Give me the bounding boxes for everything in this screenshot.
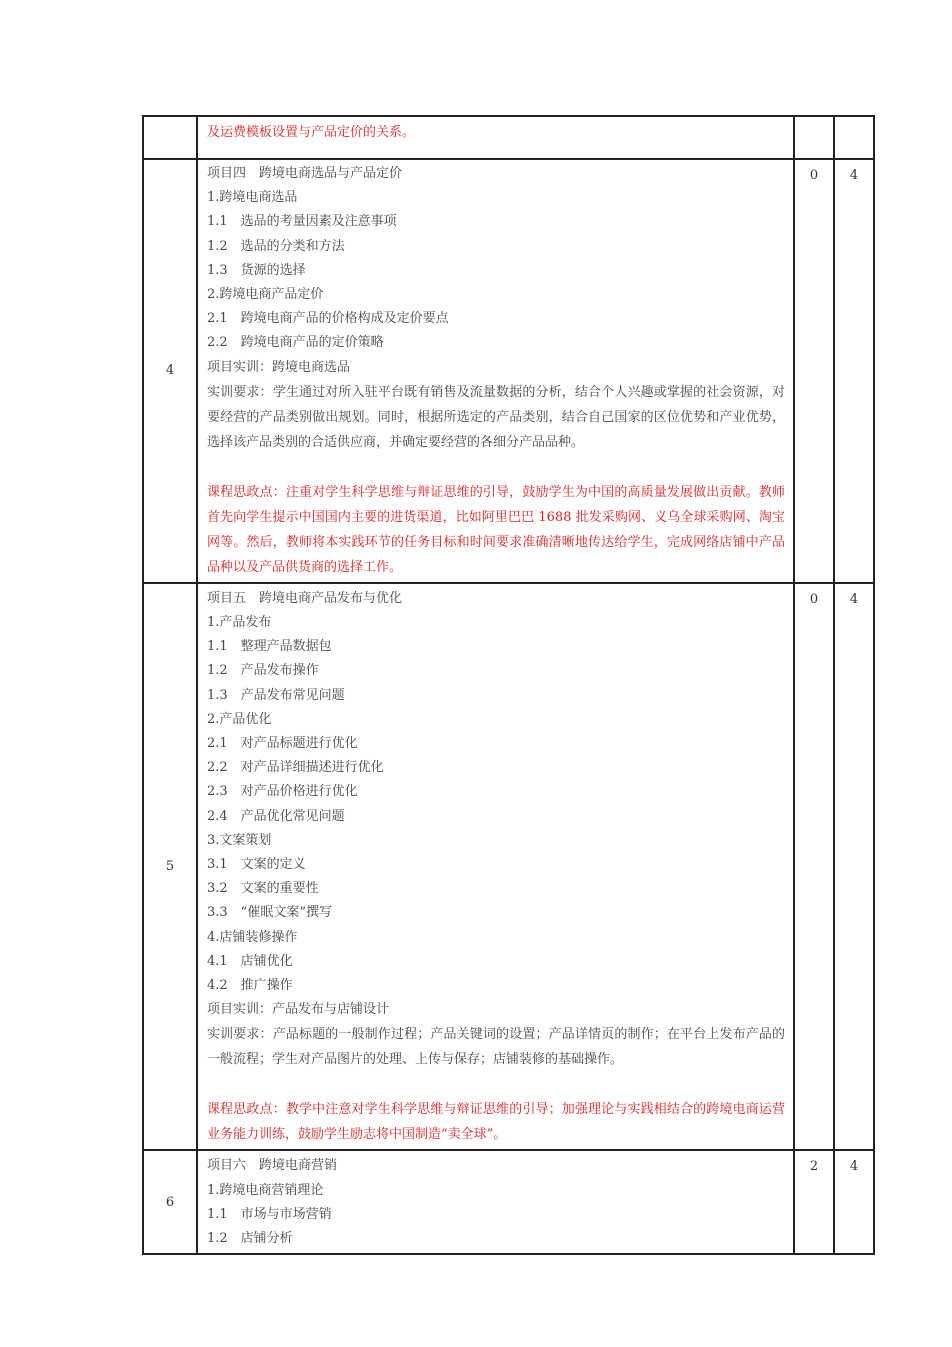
row-number-cell: 5 — [143, 583, 197, 1151]
outline-line: 3.2 文案的重要性 — [207, 881, 319, 897]
row-content-cell — [197, 1150, 794, 1254]
outline-line: 2.1 对产品标题进行优化 — [207, 736, 358, 752]
outline-line: 2.2 跨境电商产品的定价策略 — [207, 335, 384, 351]
spacer — [207, 1072, 785, 1097]
hours-cell-b: 4 — [834, 159, 874, 583]
hours-cell-b — [834, 116, 874, 159]
outline-line: 1.1 市场与市场营销 — [207, 1206, 332, 1222]
outline-line: 3.文案策划 — [207, 832, 272, 848]
outline-line: 3.3 “催眠文案”撰写 — [207, 905, 332, 921]
outline-line: 2.2 对产品详细描述进行优化 — [207, 760, 384, 776]
hours-cell-a: 0 — [794, 159, 834, 583]
outline-line: 4.2 推广操作 — [207, 978, 293, 994]
outline-line: 1.1 整理产品数据包 — [207, 639, 332, 655]
outline-line: 2.跨境电商产品定价 — [207, 287, 324, 303]
outline-line: 1.2 选品的分类和方法 — [207, 238, 345, 254]
hours-cell-b: 4 — [834, 1150, 874, 1254]
outline-line: 1.2 店铺分析 — [207, 1231, 293, 1247]
practice-requirement: 实训要求：学生通过对所入驻平台既有销售及流量数据的分析，结合个人兴趣或掌握的社会资源，对要经营的产品类别做出规划。同时，根据所选定的产品类别，结合自己国家的区位优势和产业优势，选择该产品类别的合适供应商，并确定要经营的各细分产品品种。 — [207, 384, 785, 450]
outline-line: 2.产品优化 — [207, 711, 272, 727]
project-title: 项目六 跨境电商营销 — [207, 1158, 338, 1174]
outline-line: 1.1 选品的考量因素及注意事项 — [207, 214, 397, 230]
table-row — [143, 116, 874, 159]
hours-cell-a — [794, 116, 834, 159]
hours-cell-a: 2 — [794, 1150, 834, 1254]
outline-line: 2.4 产品优化常见问题 — [207, 808, 345, 824]
outline-line: 1.跨境电商营销理论 — [207, 1182, 324, 1198]
ideology-point: 课程思政点：教学中注意对学生科学思维与辩证思维的引导；加强理论与实践相结合的跨境电商运营业务能力训练，鼓励学生励志将中国制造“卖全球”。 — [207, 1102, 785, 1143]
row-content-cell — [197, 116, 794, 159]
row-content-cell — [197, 583, 794, 1151]
row-number-cell — [143, 116, 197, 159]
project-title: 项目四 跨境电商选品与产品定价 — [207, 166, 403, 181]
table-row — [143, 583, 874, 1151]
row-number-cell: 6 — [143, 1150, 197, 1254]
ideology-point: 课程思政点：注重对学生科学思维与辩证思维的引导，鼓励学生为中国的高质量发展做出贡献。教师首先向学生提示中国国内主要的进货渠道，比如阿里巴巴 1688 批发采购网、义乌全球采购网、淘宝网等。然后，教师将本实践环节的任务目标和时间要求准确清晰地传达给学生，完成网络店铺中产品品种以及产品供货商的选择工作。 — [207, 484, 785, 575]
outline-line: 1.2 产品发布操作 — [207, 663, 319, 679]
outline-line: 1.产品发布 — [207, 615, 272, 631]
hours-cell-b: 4 — [834, 583, 874, 1151]
spacer — [207, 455, 785, 480]
row-content-cell — [197, 159, 794, 583]
practice-title: 项目实训：跨境电商选品 — [207, 359, 351, 375]
ideology-continuation: 及运费模板设置与产品定价的关系。 — [207, 125, 416, 140]
outline-line: 4.店铺装修操作 — [207, 929, 298, 945]
practice-title: 项目实训：产品发布与店铺设计 — [207, 1002, 390, 1018]
outline-line: 3.1 文案的定义 — [207, 857, 306, 873]
table-row — [143, 1150, 874, 1254]
row-number-cell: 4 — [143, 159, 197, 583]
outline-line: 1.跨境电商选品 — [207, 190, 298, 206]
outline-line: 1.3 货源的选择 — [207, 262, 306, 278]
outline-line: 4.1 店铺优化 — [207, 953, 293, 969]
outline-line: 2.1 跨境电商产品的价格构成及定价要点 — [207, 311, 449, 327]
hours-cell-a: 0 — [794, 583, 834, 1151]
practice-requirement: 实训要求：产品标题的一般制作过程；产品关键词的设置；产品详情页的制作；在平台上发布产品的一般流程；学生对产品图片的处理、上传与保存；店铺装修的基础操作。 — [207, 1027, 785, 1068]
course-schedule-table — [142, 115, 875, 1255]
table-row — [143, 159, 874, 583]
project-title: 项目五 跨境电商产品发布与优化 — [207, 590, 403, 606]
outline-line: 1.3 产品发布常见问题 — [207, 687, 345, 703]
outline-line: 2.3 对产品价格进行优化 — [207, 784, 358, 800]
